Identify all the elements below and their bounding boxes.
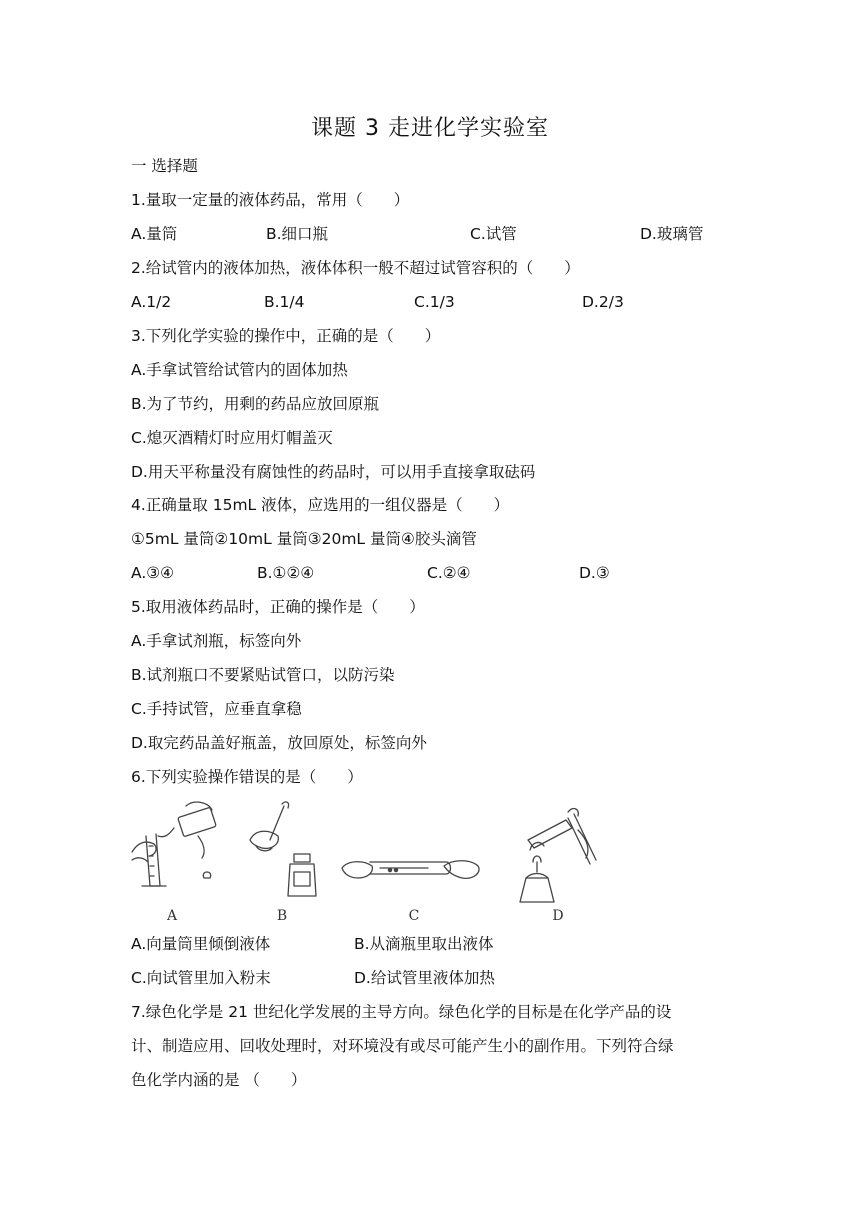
- question-3-stem: 3.下列化学实验的操作中，正确的是（ ）: [131, 327, 441, 345]
- figure-b-dropper-bottle: [250, 802, 316, 896]
- question-6-option-a: A.向量筒里倾倒液体: [131, 935, 271, 953]
- question-3-option-b: B.为了节约，用剩的药品应放回原瓶: [131, 395, 380, 413]
- question-5-stem: 5.取用液体药品时，正确的操作是（ ）: [131, 598, 425, 616]
- question-4-option-d: D.③: [579, 564, 610, 582]
- question-7-stem-line-3: 色化学内涵的是 （ ）: [131, 1071, 307, 1089]
- question-4-instruments: ①5mL 量筒②10mL 量筒③20mL 量筒④胶头滴管: [131, 530, 477, 548]
- question-1-stem: 1.量取一定量的液体药品，常用（ ）: [131, 191, 410, 209]
- question-1-option-b: B.细口瓶: [266, 225, 329, 243]
- page-title: 课题 3 走进化学实验室: [311, 116, 549, 141]
- question-2-option-a: A.1/2: [131, 293, 172, 311]
- question-2-option-d: D.2/3: [582, 293, 624, 311]
- question-3-option-a: A.手拿试管给试管内的固体加热: [131, 361, 348, 379]
- question-7-stem-line-1: 7.绿色化学是 21 世纪化学发展的主导方向。绿色化学的目标是在化学产品的设: [131, 1003, 672, 1021]
- question-4-option-c: C.②④: [427, 564, 471, 582]
- question-2-stem: 2.给试管内的液体加热，液体体积一般不超过试管容积的（ ）: [131, 259, 580, 277]
- question-5-option-c: C.手持试管，应垂直拿稳: [131, 700, 302, 718]
- question-7-stem-line-2: 计、制造应用、回收处理时，对环境没有或尽可能产生小的副作用。下列符合绿: [131, 1037, 674, 1055]
- figure-a-pouring-into-cylinder: [132, 802, 216, 886]
- question-6-option-d: D.给试管里液体加热: [354, 969, 495, 987]
- question-5-option-a: A.手拿试剂瓶，标签向外: [131, 632, 302, 650]
- question-6-stem: 6.下列实验操作错误的是（ ）: [131, 768, 363, 786]
- question-5-option-d: D.取完药品盖好瓶盖，放回原处，标签向外: [131, 734, 427, 752]
- figure-c-powder-into-test-tube: [342, 861, 479, 879]
- question-3-option-c: C.熄灭酒精灯时应用灯帽盖灭: [131, 429, 333, 447]
- section-heading: 一 选择题: [131, 157, 198, 175]
- question-2-option-c: C.1/3: [414, 293, 455, 311]
- figure-d-heating-test-tube: [520, 809, 596, 902]
- figure-label-c: C: [408, 908, 420, 924]
- question-1-option-a: A.量筒: [131, 225, 178, 243]
- question-2-option-b: B.1/4: [264, 293, 305, 311]
- question-1-option-d: D.玻璃管: [640, 225, 704, 243]
- figure-label-b: B: [276, 908, 288, 924]
- question-6-option-c: C.向试管里加入粉末: [131, 969, 271, 987]
- question-4-stem: 4.正确量取 15mL 液体，应选用的一组仪器是（ ）: [131, 496, 510, 514]
- question-1-option-c: C.试管: [470, 225, 517, 243]
- question-3-option-d: D.用天平称量没有腐蚀性的药品时，可以用手直接拿取砝码: [131, 463, 536, 481]
- question-5-option-b: B.试剂瓶口不要紧贴试管口，以防污染: [131, 666, 395, 684]
- question-4-option-b: B.①②④: [257, 564, 315, 582]
- figure-label-a: A: [166, 908, 178, 924]
- lab-operations-figure: [128, 800, 608, 924]
- question-4-option-a: A.③④: [131, 564, 175, 582]
- figure-label-d: D: [552, 908, 564, 924]
- question-6-option-b: B.从滴瓶里取出液体: [354, 935, 494, 953]
